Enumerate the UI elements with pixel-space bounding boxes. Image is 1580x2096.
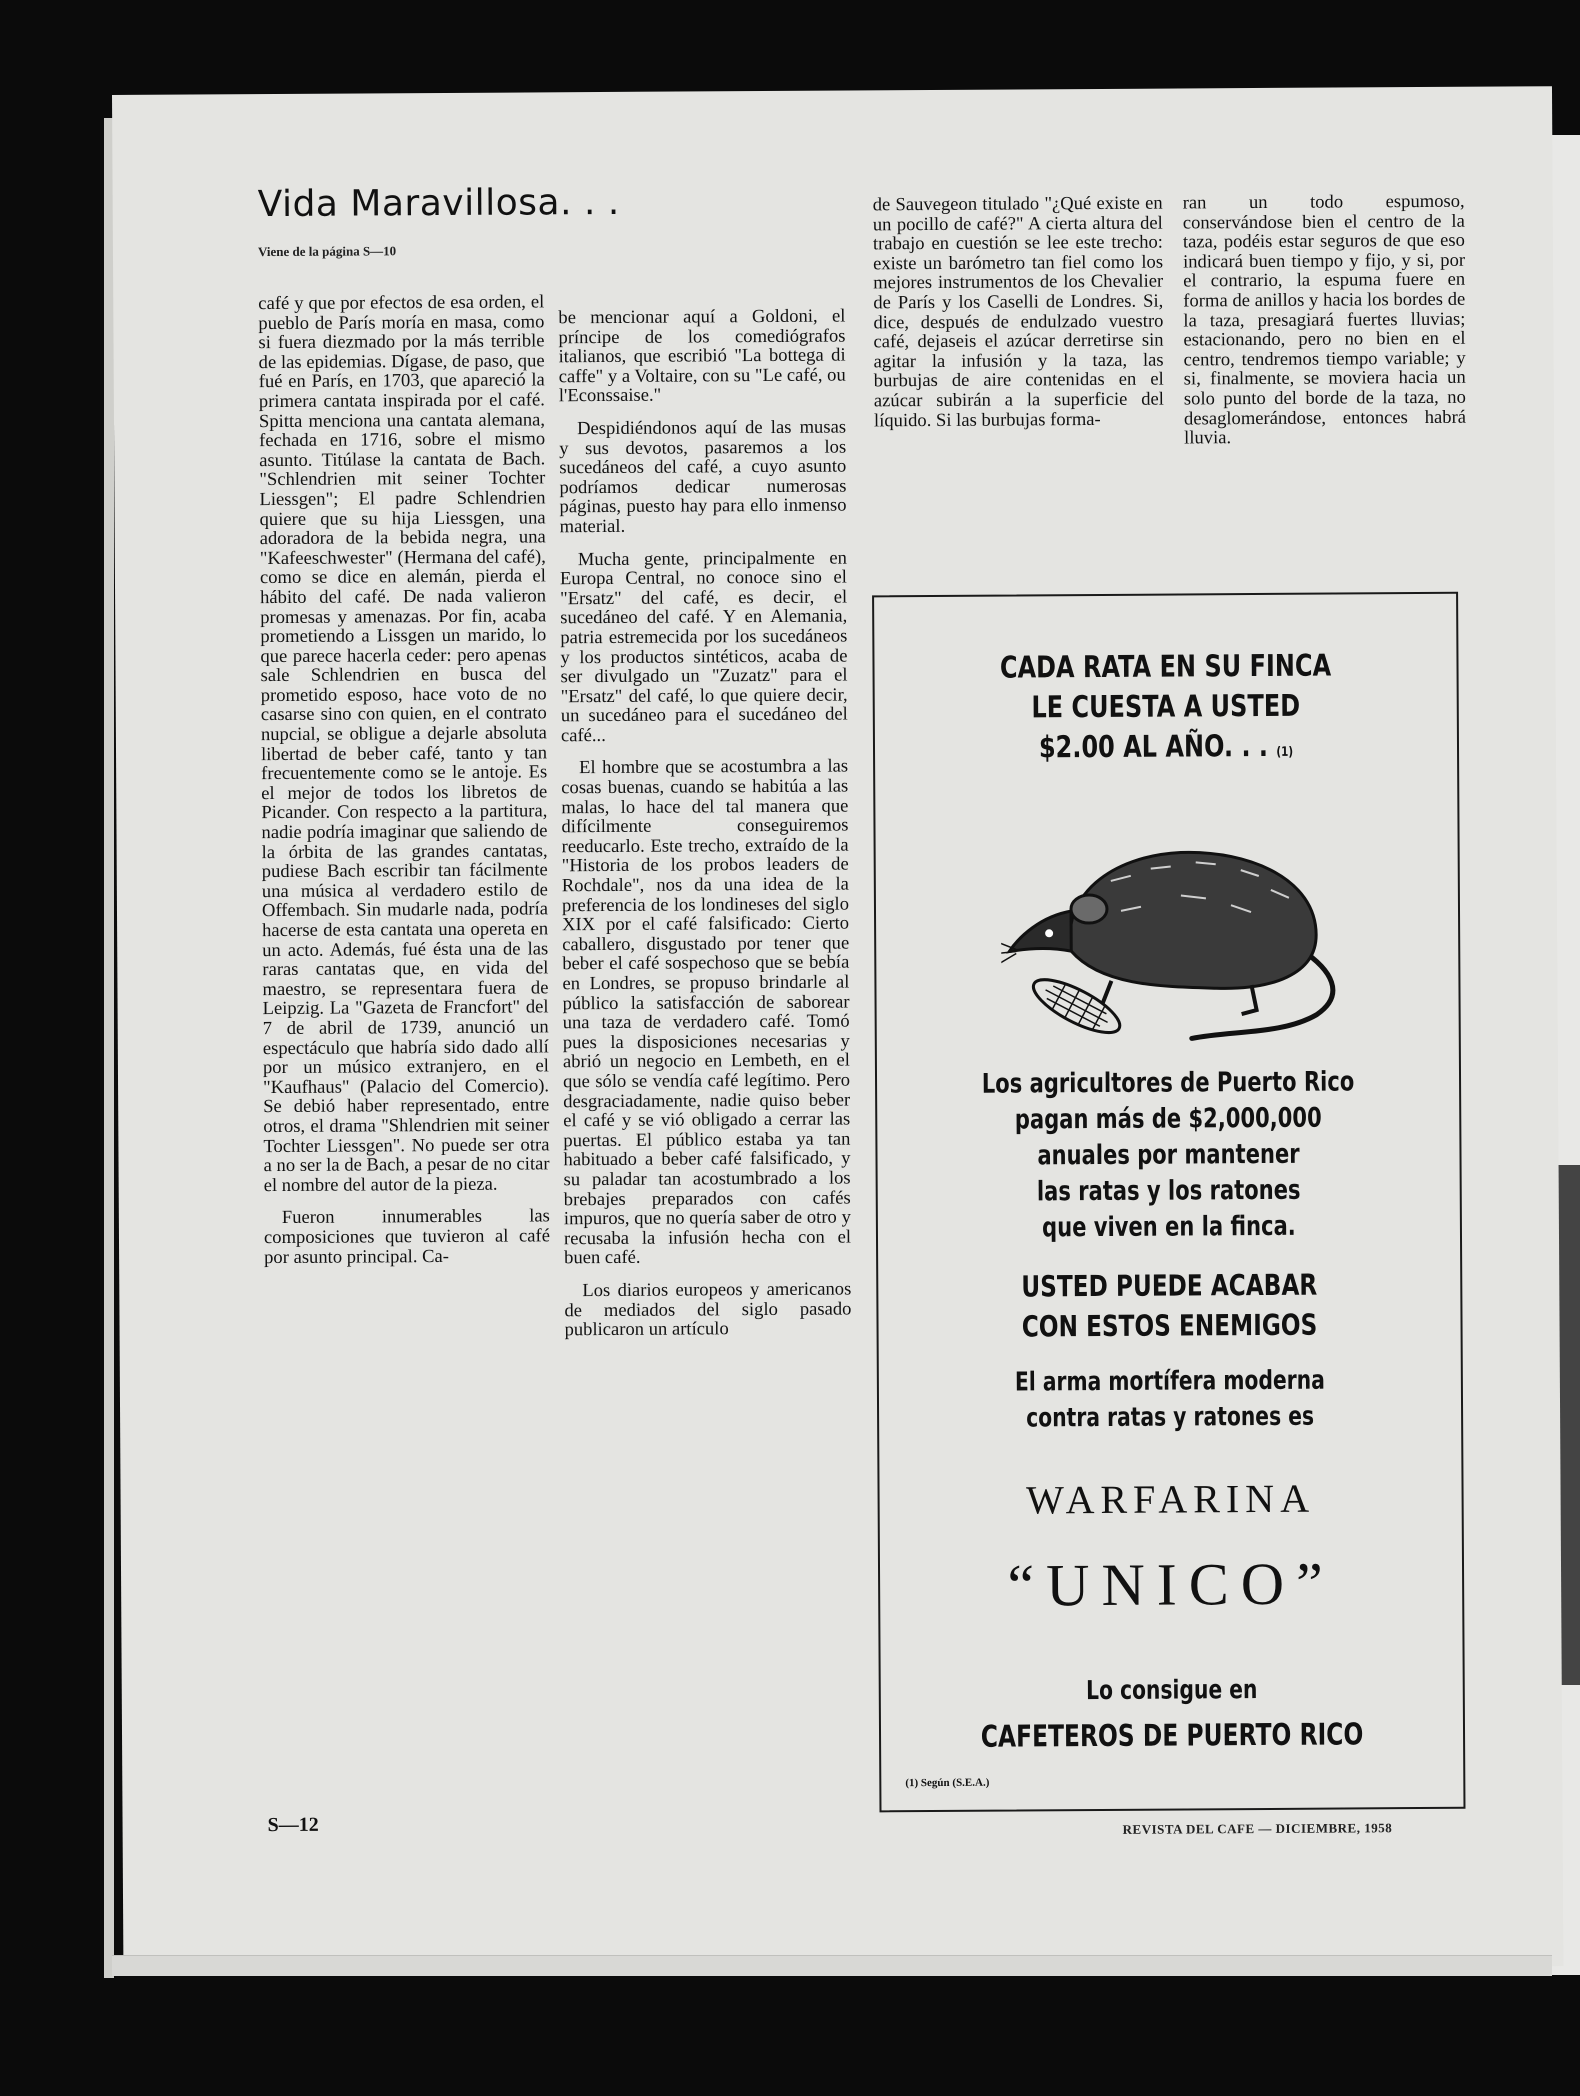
column-4	[1183, 192, 1467, 461]
paragraph: Fueron innumerables las composiciones que tuvieron al café por asunto principal. Ca-	[263, 1205, 551, 1268]
ad-body-line: pagan más de $2,000,000	[1014, 1102, 1322, 1136]
rat-body	[1069, 852, 1316, 990]
ad-sub-line: El arma mortífera moderna	[1014, 1365, 1325, 1398]
magazine-page	[112, 86, 1563, 1975]
continued-from: Viene de la página S—10	[257, 243, 397, 260]
paragraph: El hombre que se acostumbra a las cosas buenas, cuando se habitúa a las malas, lo hace del tal manera que difícilmente conseguiremos reeducarlo. Este trecho, extraído de la "Historia de los probos leaders de Rochdale", nos da una idea de la preferencia de los londineses del siglo XIX por el café falsificado: Cierto caballero, disgustado por tener que beber el café sospechoso que se bebía en Londres, se propuso brindarle al público la satisfacción de saborear una taza de verdadero café. Tomó pues la disposiciones necesarias y abrió un negocio en Lembeth, en el que sólo se vendía café legítimo. Pero desgraciadamente, nadie quiso beber el café y se vió obligado a cerrar las puertas. El público estaba ya tan habituado a beber café falsificado, y su paladar tan acostumbrado a los brebajes preparados con cafés impuros, que no quería saber de otro y recusaba la infusión hecha con el buen café.	[561, 755, 852, 1269]
column-2	[558, 307, 851, 1353]
article-title: Vida Maravillosa. . .	[257, 181, 620, 226]
ad-headline-price: $2.00 AL AÑO. . .	[1038, 728, 1269, 766]
paragraph: Los diarios europeos y americanos de mediados del siglo pasado publicaron un artículo	[564, 1278, 852, 1341]
ad-sub-line: contra ratas y ratones es	[1026, 1401, 1315, 1434]
paragraph: ran un todo espumoso, conservándose bien el centro de la taza, podéis estar seguros de que eso indicará buen tiempo y fijo, y si, por el contrario, la espuma fuere en forma de anillos y hacia los bordes de la taza, presagiará fuertes lluvias; estacionando, pero no bien en el centro, tendremos tiempo variable; y si, finalmente, se moviera hacia un solo punto del borde de la taza, no desaglomerándose, entonces habrá lluvia.	[1182, 190, 1467, 449]
ad-body-line: las ratas y los ratones	[1036, 1174, 1301, 1208]
ad-headline-note: (1)	[1276, 744, 1294, 760]
ad-headline-line: LE CUESTA A USTED	[1031, 688, 1301, 726]
column-3	[873, 194, 1165, 444]
paragraph: café y que por efectos de esa orden, el pueblo de París moría en masa, como si fuera diezmado por la más terrible de las epidemias. Dígase, de paso, que fué en París, en 1703, que apareció la primera cantata inspirada por el café. Spitta menciona una cantata alemana, fechada en 1716, sobre el mismo asunto. Titúlase la cantata de Bach. "Schlendrien mit seiner Tochter Liessgen"; El padre Schlendrien quiere que su hija Liessgen, una adoradora de la bebida negra, una "Kafeeschwester" (Hermana del café), como se dice en alemán, pierda el hábito del café. De nada valieron promesas y amenazas. Por fin, acaba prometiendo a Lissgen un marido, lo que parece hacerla ceder: pero apenas sale Schlendrien en busca del prometido esposo, hace voto de no casarse sino con quien, en el contrato nupcial, se obligue a dejarle absoluta libertad de beber café, tanto y tan frecuentemente como se le antoje. Es el mejor de todos los libretos de Picander. Con respecto a la partitura, nadie podría imaginar que saliendo de la órbita de las grandes cantatas, pudiese Bach escribir tan fácilmente una música al verdadero estilo de Offembach. Sin mudarle nada, podría hacerse de esta cantata una opereta en un acto. Además, fué ésta una de las raras cantatas que, en vida del maestro, se representara fuera de Leipzig. La "Gazeta de Francfort" del 7 de abril de 1739, anunció un espectáculo que habría sido dado allí por un músico extranjero, en el "Kaufhaus" (Palacio del Comercio). Se debió haber representado, entre otros, el drama "Shlendrien mit seiner Tochter Liessgen". No puede ser otra a no ser la de Bach, a pesar de no citar el nombre del autor de la pieza.	[258, 291, 550, 1196]
rat-ear	[1071, 895, 1107, 923]
ad-body-line: que viven en la finca.	[1042, 1210, 1296, 1244]
ad-cta-line: CON ESTOS ENEMIGOS	[1021, 1307, 1318, 1344]
ad-headline	[933, 646, 1399, 775]
ad-footnote: (1) Según (S.E.A.)	[905, 1776, 990, 1790]
ad-brand-name: WARFARINA	[1026, 1475, 1316, 1523]
ad-subtext	[943, 1362, 1397, 1437]
ad-where-seller: CAFETEROS DE PUERTO RICO	[980, 1717, 1364, 1755]
column-1	[258, 292, 550, 1280]
page-number: S—12	[267, 1813, 319, 1837]
paragraph: Despidiéndonos aquí de las musas y sus devotos, pasaremos a los sucedáneos del café, a cuyo asunto podríamos dedicar numerosas páginas, puesto hay para ello inmenso material.	[559, 416, 847, 538]
warfarina-advertisement	[872, 592, 1465, 1813]
ad-headline-line: CADA RATA EN SU FINCA	[999, 648, 1332, 686]
ad-brand-tagline: “UNICO”	[1007, 1550, 1335, 1619]
paragraph: Mucha gente, principalmente en Europa Central, no conoce sino el "Ersatz" del café, es decir, el sucedáneo del café. Y en Alemania, patria estremecida por los sucedáneos y los productos sintéticos, acaba de ser divulgado un "Zuzatz" para el "Ersatz" del café, lo que quiere decir, un sucedáneo para el sucedáneo del café...	[559, 547, 848, 747]
rat-eye	[1045, 929, 1053, 937]
page-left-edge	[104, 118, 114, 1978]
paragraph: de Sauvegeon titulado "¿Qué existe en un pocillo de café?" A cierta altura del trabajo en cuestión se lee este trecho: existe un barómetro tan fiel como los mejores instrumentos de los Chevalier de París y los Caselli de Londres. Si, dice, después de endulzado vuestro café, dejaseis el azúcar derretirse sin agitar la infusión y la taza, las burbujas de aire contenidas en el azúcar subirán a la superficie del líquido. Si las burbujas forma-	[872, 192, 1164, 431]
corn-cob	[1027, 970, 1127, 1043]
ad-body	[941, 1064, 1396, 1247]
ad-call-to-action	[936, 1264, 1402, 1347]
ad-headline-line	[933, 726, 1399, 775]
running-footer: REVISTA DEL CAFE — DICIEMBRE, 1958	[1122, 1820, 1393, 1837]
ad-body-line: anuales por mantener	[1037, 1138, 1300, 1172]
ad-body-line: Los agricultores de Puerto Rico	[981, 1066, 1355, 1100]
ad-where-line: Lo consigue en	[1086, 1675, 1258, 1707]
ad-where-to-buy	[945, 1666, 1400, 1761]
rat-illustration	[1000, 799, 1372, 1051]
page-bottom-edge	[112, 1955, 1552, 1976]
paragraph: be mencionar aquí a Goldoni, el príncipe de los comediógrafos italianos, que escribió "La bottega di caffe" y a Voltaire, con su "Le café, ou l'Econssaise."	[558, 305, 846, 407]
rat-head	[1009, 911, 1071, 951]
ad-cta-line: USTED PUEDE ACABAR	[1021, 1267, 1318, 1304]
